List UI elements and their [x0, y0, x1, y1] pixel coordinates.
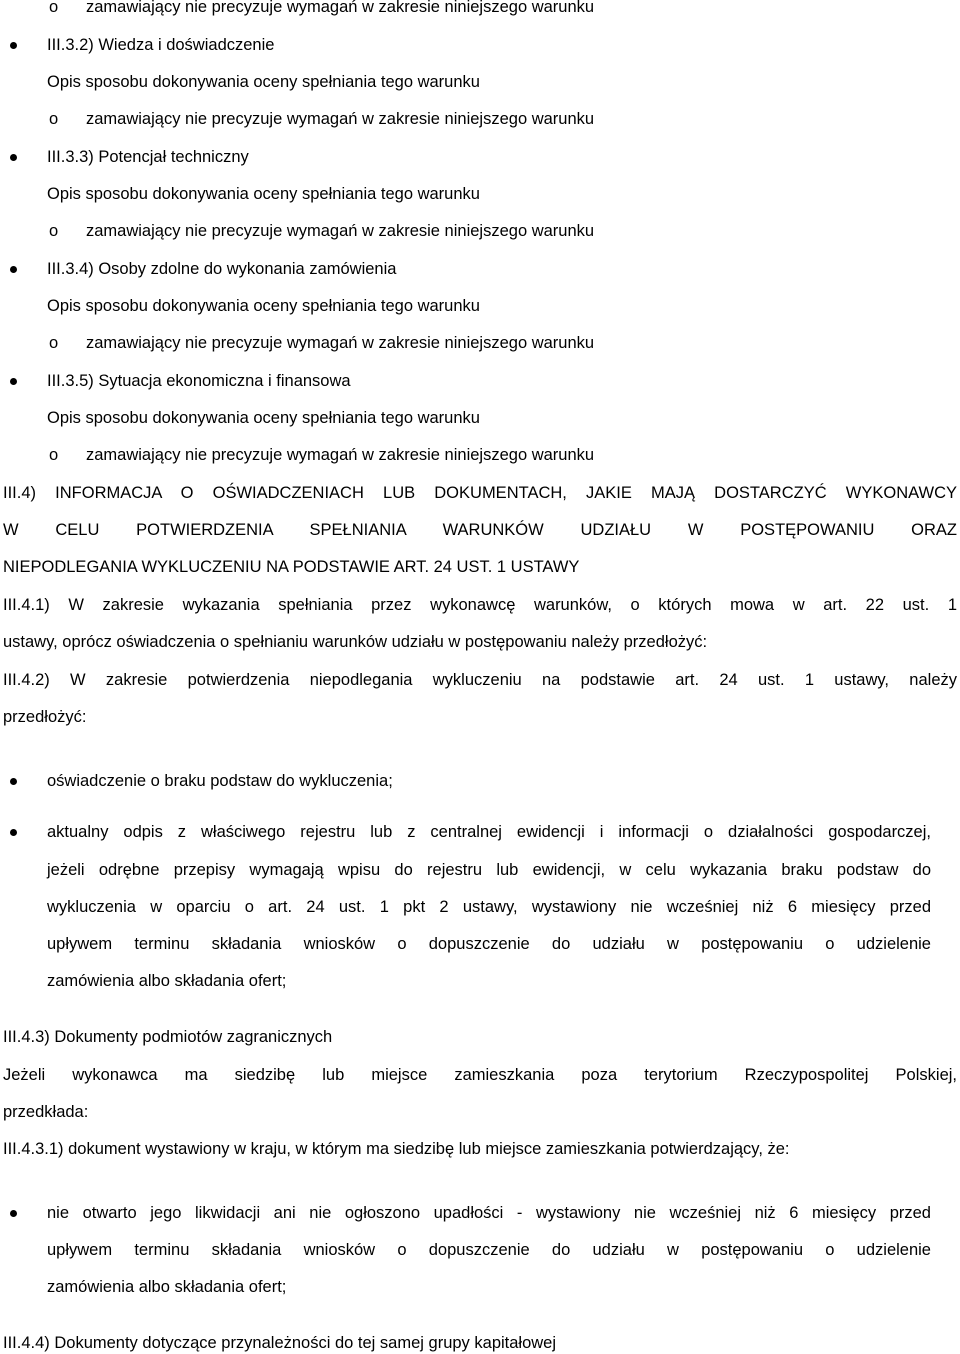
- section-4-2-line1: III.4.2) W zakresie potwierdzenia niepodlegania wykluczeniu na podstawie art. 24 ust. 1 ustawy, należy: [3, 671, 957, 689]
- list-item-register-extract: zamówienia albo składania ofert;: [47, 972, 287, 990]
- assessment-description: Opis sposobu dokonywania oceny spełniania tego warunku: [47, 297, 480, 315]
- section-title-3-4: III.3.4) Osoby zdolne do wykonania zamówienia: [47, 260, 397, 278]
- section-4-1-line1: III.4.1) W zakresie wykazania spełniania przez wykonawcę warunków, o których mowa w art. 22 ust. 1: [3, 596, 957, 614]
- list-item-no-grounds: oświadczenie o braku podstaw do wykluczenia;: [47, 772, 393, 790]
- list-item-register-extract: upływem terminu składania wniosków o dopuszczenie do udziału w postępowaniu o udzielenie: [47, 935, 931, 953]
- bullet-dot: [10, 266, 17, 273]
- requirement-text: zamawiający nie precyzuje wymagań w zakresie niniejszego warunku: [86, 222, 595, 240]
- bullet-dot: [10, 778, 17, 785]
- sub-bullet-marker: o: [49, 334, 59, 352]
- sub-bullet-marker: o: [49, 446, 59, 464]
- bullet-dot: [10, 829, 17, 836]
- section-title-3-3: III.3.3) Potencjał techniczny: [47, 148, 249, 166]
- requirement-text: zamawiający nie precyzuje wymagań w zakresie niniejszego warunku: [86, 110, 595, 128]
- list-item-no-liquidation: upływem terminu składania wniosków o dopuszczenie do udziału w postępowaniu o udzielenie: [47, 1241, 931, 1259]
- section-4-1-line2: ustawy, oprócz oświadczenia o spełnianiu warunków udziału w postępowaniu należy przedłożyć:: [3, 633, 708, 651]
- requirement-text: zamawiający nie precyzuje wymagań w zakresie niniejszego warunku: [86, 446, 595, 464]
- requirement-text: zamawiający nie precyzuje wymagań w zakresie niniejszego warunku: [86, 0, 595, 16]
- list-item-no-liquidation: zamówienia albo składania ofert;: [47, 1278, 287, 1296]
- assessment-description: Opis sposobu dokonywania oceny spełniania tego warunku: [47, 409, 480, 427]
- section-title-4-3-1: III.4.3.1) dokument wystawiony w kraju, w którym ma siedzibę lub miejsce zamieszkania potwierdzający, że:: [3, 1140, 790, 1158]
- section-title-4-4: III.4.4) Dokumenty dotyczące przynależności do tej samej grupy kapitałowej: [3, 1334, 557, 1352]
- section-heading-4-line1: III.4) INFORMACJA O OŚWIADCZENIACH LUB DOKUMENTACH, JAKIE MAJĄ DOSTARCZYĆ WYKONAWCY: [3, 484, 957, 502]
- sub-bullet-marker: o: [49, 222, 59, 240]
- requirement-text: zamawiający nie precyzuje wymagań w zakresie niniejszego warunku: [86, 334, 595, 352]
- sub-bullet-marker: o: [49, 0, 59, 16]
- section-heading-4-line3: NIEPODLEGANIA WYKLUCZENIU NA PODSTAWIE ART. 24 UST. 1 USTAWY: [3, 558, 580, 576]
- section-4-3-line2: przedkłada:: [3, 1103, 89, 1121]
- bullet-dot: [10, 1210, 17, 1217]
- bullet-dot: [10, 42, 17, 49]
- sub-bullet-marker: o: [49, 110, 59, 128]
- assessment-description: Opis sposobu dokonywania oceny spełniania tego warunku: [47, 73, 480, 91]
- section-heading-4-line2: W CELU POTWIERDZENIA SPEŁNIANIA WARUNKÓW UDZIAŁU W POSTĘPOWANIU ORAZ: [3, 521, 957, 539]
- bullet-dot: [10, 154, 17, 161]
- list-item-register-extract: jeżeli odrębne przepisy wymagają wpisu do rejestru lub ewidencji, w celu wykazania braku podstaw do: [47, 861, 931, 879]
- bullet-dot: [10, 378, 17, 385]
- section-title-4-3: III.4.3) Dokumenty podmiotów zagranicznych: [3, 1028, 333, 1046]
- section-4-2-line2: przedłożyć:: [3, 708, 87, 726]
- section-title-3-2: III.3.2) Wiedza i doświadczenie: [47, 36, 275, 54]
- list-item-no-liquidation: nie otwarto jego likwidacji ani nie ogłoszono upadłości - wystawiony nie wcześniej niż 6 miesięcy przed: [47, 1204, 931, 1222]
- section-4-3-line1: Jeżeli wykonawca ma siedzibę lub miejsce zamieszkania poza terytorium Rzeczypospolitej Polskiej,: [3, 1066, 957, 1084]
- list-item-register-extract: aktualny odpis z właściwego rejestru lub z centralnej ewidencji i informacji o działalności gospodarczej,: [47, 823, 931, 841]
- assessment-description: Opis sposobu dokonywania oceny spełniania tego warunku: [47, 185, 480, 203]
- list-item-register-extract: wykluczenia w oparciu o art. 24 ust. 1 pkt 2 ustawy, wystawiony nie wcześniej niż 6 miesięcy przed: [47, 898, 931, 916]
- section-title-3-5: III.3.5) Sytuacja ekonomiczna i finansowa: [47, 372, 351, 390]
